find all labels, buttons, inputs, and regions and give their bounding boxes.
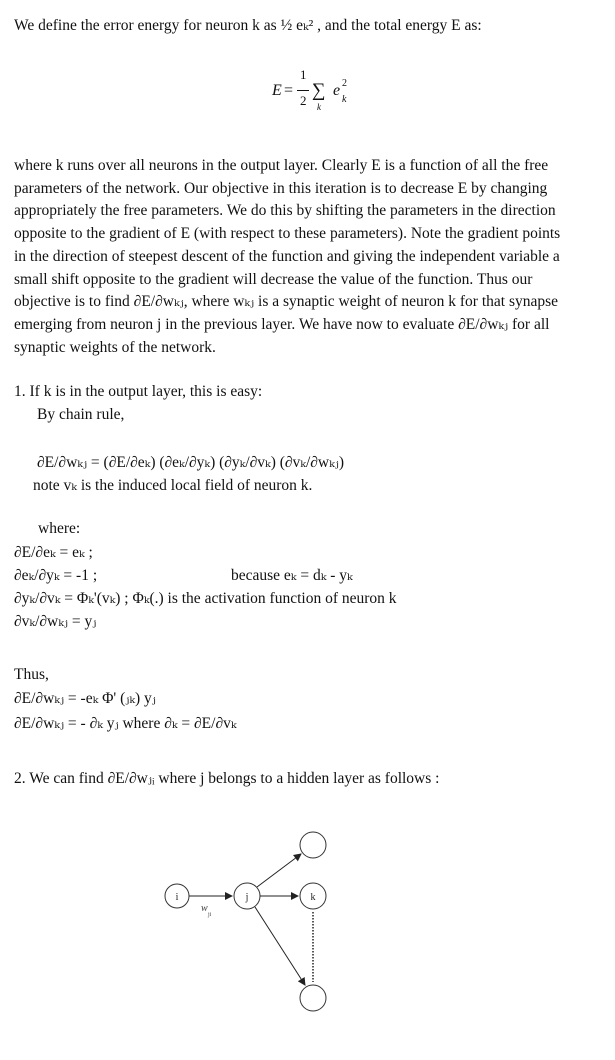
formula-term: e — [333, 82, 341, 99]
derivative-1: ∂E/∂eₖ = eₖ ; — [14, 544, 93, 561]
thus-label: Thus, — [14, 666, 49, 683]
chain-rule-label: By chain rule, — [37, 406, 125, 423]
formula-numerator: 1 — [300, 67, 307, 82]
paragraph-line: synaptic weights of the network. — [14, 338, 216, 356]
formula-sum-sign: ∑ — [312, 80, 326, 101]
formula-denominator: 2 — [300, 93, 307, 108]
derivative-2-because: because eₖ = dₖ - yₖ — [231, 567, 353, 584]
paragraph-line: where k runs over all neurons in the output layer. Clearly E is a function of all the free — [14, 157, 549, 174]
weight-subscript: ji — [208, 912, 212, 918]
paragraph-line: appropriately the free parameters. We do this by shifting the parameters in the direction — [14, 202, 556, 220]
intro-text: We define the error energy for neuron k as ½ eₖ² , and the total energy E as: — [14, 17, 482, 34]
item1-heading: 1. If k is in the output layer, this is easy: — [14, 383, 263, 400]
formula-term-sup: 2 — [342, 78, 347, 89]
formula-lhs: E — [272, 82, 282, 99]
result-2: ∂E/∂wₖⱼ = - ∂ₖ yⱼ where ∂ₖ = ∂E/∂vₖ — [14, 715, 237, 732]
node-top — [300, 832, 326, 858]
network-diagram — [0, 820, 615, 1040]
node-k-label: k — [310, 892, 316, 903]
paragraph-line: in the direction of steepest descent of the function and giving the independent variable a — [14, 247, 560, 265]
weight-label: w — [201, 903, 208, 914]
result-1: ∂E/∂wₖⱼ = -eₖ Φ' (ⱼₖ) yⱼ — [14, 690, 156, 707]
chain-rule-equation: ∂E/∂wₖⱼ = (∂E/∂eₖ) (∂eₖ/∂yₖ) (∂yₖ/∂vₖ) (∂vₖ/∂wₖⱼ) — [37, 454, 345, 471]
node-i-label: i — [175, 892, 179, 903]
where-label: where: — [38, 520, 81, 537]
paragraph-line: parameters of the network. Our objective in this iteration is to decrease E by changing — [14, 179, 548, 197]
formula-fraction-bar — [297, 90, 309, 91]
paragraph-line: small shift opposite to the gradient will decrease the value of the function. Thus our — [14, 270, 533, 288]
node-bottom — [300, 985, 326, 1011]
paragraph-line: opposite to the gradient of E (with respect to these parameters). Note the gradient points — [14, 225, 561, 243]
item2-heading: 2. We can find ∂E/∂wⱼᵢ where j belongs to a hidden layer as follows : — [14, 770, 440, 787]
node-j-label: j — [245, 892, 249, 903]
energy-formula — [270, 64, 380, 120]
formula-equals: = — [284, 82, 294, 99]
main-paragraph — [14, 155, 606, 359]
edge-j-bottom — [255, 907, 305, 985]
derivative-4: ∂vₖ/∂wₖⱼ = yⱼ — [14, 613, 97, 630]
derivative-3: ∂yₖ/∂vₖ = Φₖ'(vₖ) ; Φₖ(.) is the activation function of neuron k — [14, 590, 397, 607]
derivative-2: ∂eₖ/∂yₖ = -1 ; — [14, 567, 98, 584]
edge-j-top — [257, 854, 301, 887]
local-field-note: note vₖ is the induced local field of neuron k. — [33, 477, 313, 494]
formula-term-sub: k — [342, 94, 347, 105]
paragraph-line: emerging from neuron j in the previous layer. We have now to evaluate ∂E/∂wₖⱼ for all — [14, 315, 550, 333]
paragraph-line: objective is to find ∂E/∂wₖⱼ, where wₖⱼ is a synaptic weight of neuron k for that synapse — [14, 293, 559, 311]
formula-sum-index: k — [317, 102, 321, 112]
